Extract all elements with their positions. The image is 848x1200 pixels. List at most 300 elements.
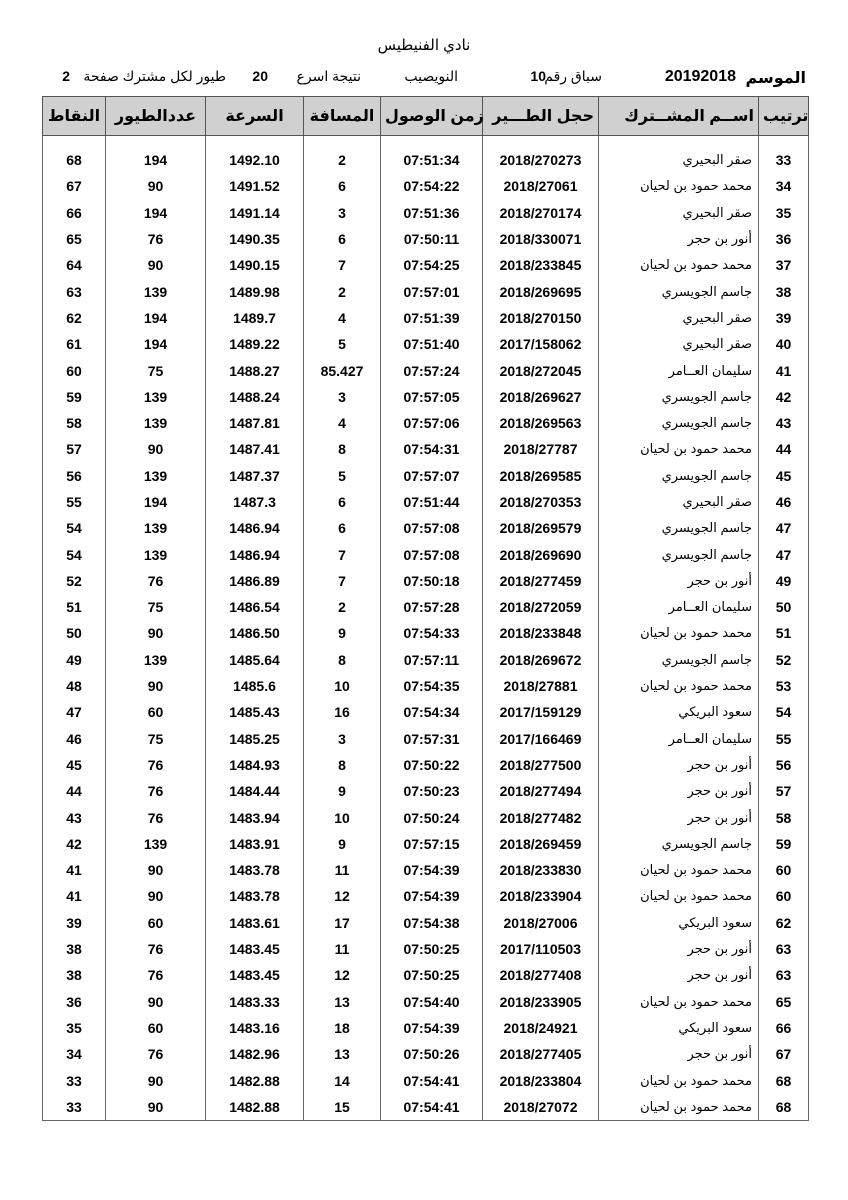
cell-arrival: 07:54:39 — [381, 883, 483, 909]
cell-points: 39 — [43, 910, 106, 936]
cell-rank: 45 — [759, 463, 809, 489]
cell-speed: 1490.15 — [206, 252, 304, 278]
cell-arrival: 07:57:08 — [381, 541, 483, 567]
cell-distance: 6 — [304, 173, 381, 199]
cell-speed: 1483.78 — [206, 857, 304, 883]
cell-ring: 2018/233804 — [483, 1067, 599, 1093]
cell-arrival: 07:54:34 — [381, 699, 483, 725]
cell-distance: 14 — [304, 1067, 381, 1093]
cell-points: 44 — [43, 778, 106, 804]
cell-points: 41 — [43, 857, 106, 883]
cell-ring: 2018/277459 — [483, 568, 599, 594]
cell-participant: أنور بن حجر — [599, 962, 759, 988]
cell-birds: 194 — [106, 147, 206, 173]
cell-arrival: 07:51:39 — [381, 305, 483, 331]
cell-participant: أنور بن حجر — [599, 1041, 759, 1067]
cell-arrival: 07:57:11 — [381, 647, 483, 673]
cell-speed: 1488.27 — [206, 357, 304, 383]
cell-participant: أنور بن حجر — [599, 226, 759, 252]
cell-birds: 76 — [106, 568, 206, 594]
cell-arrival: 07:51:34 — [381, 147, 483, 173]
cell-ring: 2018/277408 — [483, 962, 599, 988]
cell-arrival: 07:50:18 — [381, 568, 483, 594]
header-row — [43, 97, 809, 136]
cell-birds: 194 — [106, 200, 206, 226]
table-row — [43, 778, 809, 804]
cell-distance: 85.427 — [304, 357, 381, 383]
table-row — [43, 226, 809, 252]
cell-participant: أنور بن حجر — [599, 568, 759, 594]
table-row — [43, 1041, 809, 1067]
cell-participant: جاسم الجويسري — [599, 647, 759, 673]
cell-birds: 90 — [106, 620, 206, 646]
cell-rank: 49 — [759, 568, 809, 594]
cell-distance: 13 — [304, 989, 381, 1015]
cell-birds: 90 — [106, 673, 206, 699]
results-table — [42, 96, 809, 1121]
cell-rank: 35 — [759, 200, 809, 226]
cell-ring: 2017/159129 — [483, 699, 599, 725]
cell-participant: صقر البحيري — [599, 331, 759, 357]
col-birds: عددالطيور — [106, 97, 206, 136]
cell-speed: 1491.14 — [206, 200, 304, 226]
cell-ring: 2018/233905 — [483, 989, 599, 1015]
cell-rank: 39 — [759, 305, 809, 331]
cell-ring: 2018/27787 — [483, 436, 599, 462]
cell-rank: 50 — [759, 594, 809, 620]
cell-participant: أنور بن حجر — [599, 752, 759, 778]
cell-birds: 194 — [106, 489, 206, 515]
cell-points: 64 — [43, 252, 106, 278]
table-row — [43, 936, 809, 962]
cell-speed: 1490.35 — [206, 226, 304, 252]
cell-distance: 9 — [304, 831, 381, 857]
cell-ring: 2018/233848 — [483, 620, 599, 646]
cell-arrival: 07:57:05 — [381, 384, 483, 410]
cell-points: 52 — [43, 568, 106, 594]
cell-points: 54 — [43, 515, 106, 541]
cell-arrival: 07:54:38 — [381, 910, 483, 936]
cell-birds: 60 — [106, 1015, 206, 1041]
cell-speed: 1489.98 — [206, 278, 304, 304]
cell-points: 67 — [43, 173, 106, 199]
cell-participant: سليمان العــامر — [599, 357, 759, 383]
cell-distance: 4 — [304, 410, 381, 436]
cell-birds: 76 — [106, 936, 206, 962]
cell-participant: سعود البريكي — [599, 699, 759, 725]
cell-participant: سعود البريكي — [599, 1015, 759, 1041]
cell-birds: 139 — [106, 384, 206, 410]
cell-speed: 1483.94 — [206, 804, 304, 830]
cell-rank: 57 — [759, 778, 809, 804]
cell-rank: 38 — [759, 278, 809, 304]
table-row — [43, 147, 809, 173]
table-row — [43, 384, 809, 410]
cell-arrival: 07:54:31 — [381, 436, 483, 462]
cell-participant: صقر البحيري — [599, 489, 759, 515]
cell-rank: 60 — [759, 883, 809, 909]
cell-rank: 66 — [759, 1015, 809, 1041]
cell-participant: أنور بن حجر — [599, 804, 759, 830]
cell-distance: 4 — [304, 305, 381, 331]
cell-distance: 17 — [304, 910, 381, 936]
table-row — [43, 1015, 809, 1041]
table-row — [43, 252, 809, 278]
cell-arrival: 07:51:40 — [381, 331, 483, 357]
table-row — [43, 647, 809, 673]
cell-ring: 2018/269579 — [483, 515, 599, 541]
cell-participant: جاسم الجويسري — [599, 541, 759, 567]
cell-birds: 60 — [106, 910, 206, 936]
cell-rank: 34 — [759, 173, 809, 199]
cell-rank: 47 — [759, 515, 809, 541]
cell-rank: 63 — [759, 936, 809, 962]
cell-ring: 2018/272045 — [483, 357, 599, 383]
cell-rank: 59 — [759, 831, 809, 857]
cell-birds: 90 — [106, 857, 206, 883]
cell-birds: 139 — [106, 463, 206, 489]
cell-rank: 63 — [759, 962, 809, 988]
cell-ring: 2017/166469 — [483, 726, 599, 752]
cell-points: 46 — [43, 726, 106, 752]
cell-rank: 46 — [759, 489, 809, 515]
cell-points: 38 — [43, 936, 106, 962]
col-ring: حجل الطـــير — [483, 97, 599, 136]
cell-points: 34 — [43, 1041, 106, 1067]
cell-rank: 67 — [759, 1041, 809, 1067]
cell-points: 45 — [43, 752, 106, 778]
table-row — [43, 541, 809, 567]
cell-ring: 2018/27072 — [483, 1094, 599, 1121]
cell-arrival: 07:50:23 — [381, 778, 483, 804]
cell-speed: 1485.43 — [206, 699, 304, 725]
cell-points: 61 — [43, 331, 106, 357]
cell-speed: 1487.37 — [206, 463, 304, 489]
cell-ring: 2018/269563 — [483, 410, 599, 436]
cell-points: 43 — [43, 804, 106, 830]
page-number: 2 — [62, 68, 70, 84]
cell-participant: صقر البحيري — [599, 305, 759, 331]
cell-participant: جاسم الجويسري — [599, 463, 759, 489]
cell-participant: جاسم الجويسري — [599, 384, 759, 410]
cell-arrival: 07:54:25 — [381, 252, 483, 278]
table-row — [43, 726, 809, 752]
cell-speed: 1486.89 — [206, 568, 304, 594]
cell-speed: 1486.94 — [206, 541, 304, 567]
cell-arrival: 07:54:41 — [381, 1067, 483, 1093]
cell-rank: 42 — [759, 384, 809, 410]
table-row — [43, 594, 809, 620]
cell-ring: 2018/269672 — [483, 647, 599, 673]
cell-participant: محمد حمود بن لحيان — [599, 173, 759, 199]
cell-points: 55 — [43, 489, 106, 515]
table-row — [43, 515, 809, 541]
cell-arrival: 07:50:26 — [381, 1041, 483, 1067]
cell-arrival: 07:54:41 — [381, 1094, 483, 1121]
col-arrival: زمن الوصول — [381, 97, 483, 136]
cell-distance: 2 — [304, 147, 381, 173]
cell-arrival: 07:54:22 — [381, 173, 483, 199]
result-label: نتيجة اسرع — [296, 68, 361, 84]
cell-distance: 3 — [304, 726, 381, 752]
cell-distance: 7 — [304, 541, 381, 567]
cell-participant: سليمان العــامر — [599, 594, 759, 620]
cell-birds: 139 — [106, 410, 206, 436]
cell-birds: 194 — [106, 331, 206, 357]
cell-birds: 75 — [106, 726, 206, 752]
cell-arrival: 07:54:35 — [381, 673, 483, 699]
cell-ring: 2018/233830 — [483, 857, 599, 883]
cell-points: 54 — [43, 541, 106, 567]
cell-ring: 2018/269695 — [483, 278, 599, 304]
table-row — [43, 989, 809, 1015]
cell-birds: 90 — [106, 1067, 206, 1093]
cell-birds: 76 — [106, 778, 206, 804]
table-row — [43, 305, 809, 331]
cell-speed: 1483.45 — [206, 962, 304, 988]
cell-arrival: 07:57:01 — [381, 278, 483, 304]
table-row — [43, 673, 809, 699]
cell-points: 50 — [43, 620, 106, 646]
cell-arrival: 07:50:25 — [381, 962, 483, 988]
cell-speed: 1489.22 — [206, 331, 304, 357]
cell-speed: 1483.91 — [206, 831, 304, 857]
cell-rank: 52 — [759, 647, 809, 673]
race-number: 10 — [530, 68, 546, 84]
cell-arrival: 07:50:25 — [381, 936, 483, 962]
cell-birds: 75 — [106, 594, 206, 620]
cell-rank: 55 — [759, 726, 809, 752]
race-name: النويصيب — [404, 68, 458, 84]
cell-participant: صقر البحيري — [599, 200, 759, 226]
cell-ring: 2018/269585 — [483, 463, 599, 489]
cell-arrival: 07:54:39 — [381, 1015, 483, 1041]
cell-arrival: 07:57:15 — [381, 831, 483, 857]
cell-points: 56 — [43, 463, 106, 489]
cell-speed: 1482.88 — [206, 1094, 304, 1121]
cell-arrival: 07:50:24 — [381, 804, 483, 830]
table-row — [43, 620, 809, 646]
cell-points: 33 — [43, 1094, 106, 1121]
cell-arrival: 07:51:36 — [381, 200, 483, 226]
table-row — [43, 1067, 809, 1093]
cell-birds: 139 — [106, 278, 206, 304]
cell-points: 42 — [43, 831, 106, 857]
cell-arrival: 07:57:07 — [381, 463, 483, 489]
cell-participant: جاسم الجويسري — [599, 831, 759, 857]
cell-distance: 12 — [304, 883, 381, 909]
col-distance: المسافة — [304, 97, 381, 136]
cell-speed: 1483.78 — [206, 883, 304, 909]
cell-points: 36 — [43, 989, 106, 1015]
table-row — [43, 699, 809, 725]
cell-participant: جاسم الجويسري — [599, 410, 759, 436]
cell-birds: 139 — [106, 515, 206, 541]
cell-rank: 47 — [759, 541, 809, 567]
cell-distance: 8 — [304, 436, 381, 462]
cell-rank: 54 — [759, 699, 809, 725]
cell-distance: 9 — [304, 778, 381, 804]
cell-participant: جاسم الجويسري — [599, 515, 759, 541]
cell-birds: 75 — [106, 357, 206, 383]
cell-arrival: 07:57:24 — [381, 357, 483, 383]
cell-rank: 33 — [759, 147, 809, 173]
spacer-row — [43, 136, 809, 148]
cell-arrival: 07:54:33 — [381, 620, 483, 646]
cell-ring: 2018/272059 — [483, 594, 599, 620]
cell-distance: 11 — [304, 936, 381, 962]
cell-points: 63 — [43, 278, 106, 304]
cell-birds: 76 — [106, 1041, 206, 1067]
cell-points: 47 — [43, 699, 106, 725]
cell-points: 60 — [43, 357, 106, 383]
table-row — [43, 357, 809, 383]
cell-birds: 139 — [106, 541, 206, 567]
cell-arrival: 07:54:39 — [381, 857, 483, 883]
cell-ring: 2018/27881 — [483, 673, 599, 699]
cell-speed: 1486.54 — [206, 594, 304, 620]
col-participant: اســم المشــترك — [599, 97, 759, 136]
cell-ring: 2018/24921 — [483, 1015, 599, 1041]
season-value: 20192018 — [664, 68, 736, 85]
cell-ring: 2018/270174 — [483, 200, 599, 226]
cell-distance: 9 — [304, 620, 381, 646]
cell-rank: 37 — [759, 252, 809, 278]
cell-ring: 2018/277482 — [483, 804, 599, 830]
cell-distance: 10 — [304, 804, 381, 830]
cell-speed: 1488.24 — [206, 384, 304, 410]
cell-rank: 56 — [759, 752, 809, 778]
cell-distance: 16 — [304, 699, 381, 725]
cell-participant: محمد حمود بن لحيان — [599, 620, 759, 646]
table-row — [43, 1094, 809, 1121]
cell-rank: 65 — [759, 989, 809, 1015]
cell-birds: 90 — [106, 173, 206, 199]
cell-ring: 2018/270273 — [483, 147, 599, 173]
cell-points: 49 — [43, 647, 106, 673]
cell-distance: 7 — [304, 252, 381, 278]
cell-speed: 1484.44 — [206, 778, 304, 804]
cell-ring: 2018/270150 — [483, 305, 599, 331]
cell-rank: 53 — [759, 673, 809, 699]
cell-distance: 2 — [304, 278, 381, 304]
cell-birds: 76 — [106, 804, 206, 830]
cell-distance: 18 — [304, 1015, 381, 1041]
cell-participant: جاسم الجويسري — [599, 278, 759, 304]
cell-speed: 1491.52 — [206, 173, 304, 199]
cell-ring: 2018/269627 — [483, 384, 599, 410]
cell-participant: أنور بن حجر — [599, 778, 759, 804]
cell-distance: 5 — [304, 463, 381, 489]
cell-distance: 12 — [304, 962, 381, 988]
cell-participant: محمد حمود بن لحيان — [599, 252, 759, 278]
cell-arrival: 07:50:11 — [381, 226, 483, 252]
cell-birds: 90 — [106, 252, 206, 278]
cell-points: 41 — [43, 883, 106, 909]
cell-speed: 1482.96 — [206, 1041, 304, 1067]
cell-participant: سليمان العــامر — [599, 726, 759, 752]
table-row — [43, 410, 809, 436]
cell-points: 35 — [43, 1015, 106, 1041]
table-row — [43, 857, 809, 883]
cell-rank: 60 — [759, 857, 809, 883]
cell-birds: 76 — [106, 962, 206, 988]
cell-ring: 2017/158062 — [483, 331, 599, 357]
cell-distance: 3 — [304, 200, 381, 226]
table-row — [43, 489, 809, 515]
table-row — [43, 831, 809, 857]
table-row — [43, 883, 809, 909]
cell-distance: 8 — [304, 752, 381, 778]
per-page-label: طيور لكل مشترك صفحة — [83, 68, 226, 84]
cell-participant: محمد حمود بن لحيان — [599, 883, 759, 909]
cell-distance: 2 — [304, 594, 381, 620]
cell-distance: 10 — [304, 673, 381, 699]
cell-rank: 62 — [759, 910, 809, 936]
cell-ring: 2018/233845 — [483, 252, 599, 278]
season-label: الموسم — [745, 70, 806, 87]
cell-rank: 40 — [759, 331, 809, 357]
cell-participant: محمد حمود بن لحيان — [599, 1067, 759, 1093]
cell-participant: محمد حمود بن لحيان — [599, 673, 759, 699]
table-row — [43, 173, 809, 199]
cell-participant: صقر البحيري — [599, 147, 759, 173]
cell-birds: 194 — [106, 305, 206, 331]
cell-speed: 1486.50 — [206, 620, 304, 646]
table-row — [43, 463, 809, 489]
table-row — [43, 568, 809, 594]
cell-distance: 6 — [304, 226, 381, 252]
cell-rank: 68 — [759, 1094, 809, 1121]
cell-participant: محمد حمود بن لحيان — [599, 857, 759, 883]
cell-distance: 11 — [304, 857, 381, 883]
cell-birds: 60 — [106, 699, 206, 725]
col-points: النقاط — [43, 97, 106, 136]
cell-points: 51 — [43, 594, 106, 620]
table-row — [43, 436, 809, 462]
cell-birds: 139 — [106, 831, 206, 857]
race-label: سباق رقم — [544, 68, 602, 84]
cell-arrival: 07:54:40 — [381, 989, 483, 1015]
cell-points: 48 — [43, 673, 106, 699]
cell-speed: 1485.25 — [206, 726, 304, 752]
cell-points: 58 — [43, 410, 106, 436]
cell-rank: 58 — [759, 804, 809, 830]
cell-participant: محمد حمود بن لحيان — [599, 436, 759, 462]
table-row — [43, 910, 809, 936]
table-row — [43, 278, 809, 304]
result-count: 20 — [252, 68, 268, 84]
cell-speed: 1486.94 — [206, 515, 304, 541]
cell-distance: 3 — [304, 384, 381, 410]
cell-points: 68 — [43, 147, 106, 173]
cell-ring: 2018/270353 — [483, 489, 599, 515]
col-rank: ترتيب — [759, 97, 809, 136]
cell-points: 57 — [43, 436, 106, 462]
cell-ring: 2018/277500 — [483, 752, 599, 778]
cell-points: 59 — [43, 384, 106, 410]
cell-speed: 1485.6 — [206, 673, 304, 699]
cell-points: 38 — [43, 962, 106, 988]
cell-points: 62 — [43, 305, 106, 331]
cell-ring: 2017/110503 — [483, 936, 599, 962]
cell-distance: 5 — [304, 331, 381, 357]
cell-speed: 1483.16 — [206, 1015, 304, 1041]
cell-points: 65 — [43, 226, 106, 252]
cell-rank: 43 — [759, 410, 809, 436]
table-row — [43, 752, 809, 778]
cell-speed: 1485.64 — [206, 647, 304, 673]
